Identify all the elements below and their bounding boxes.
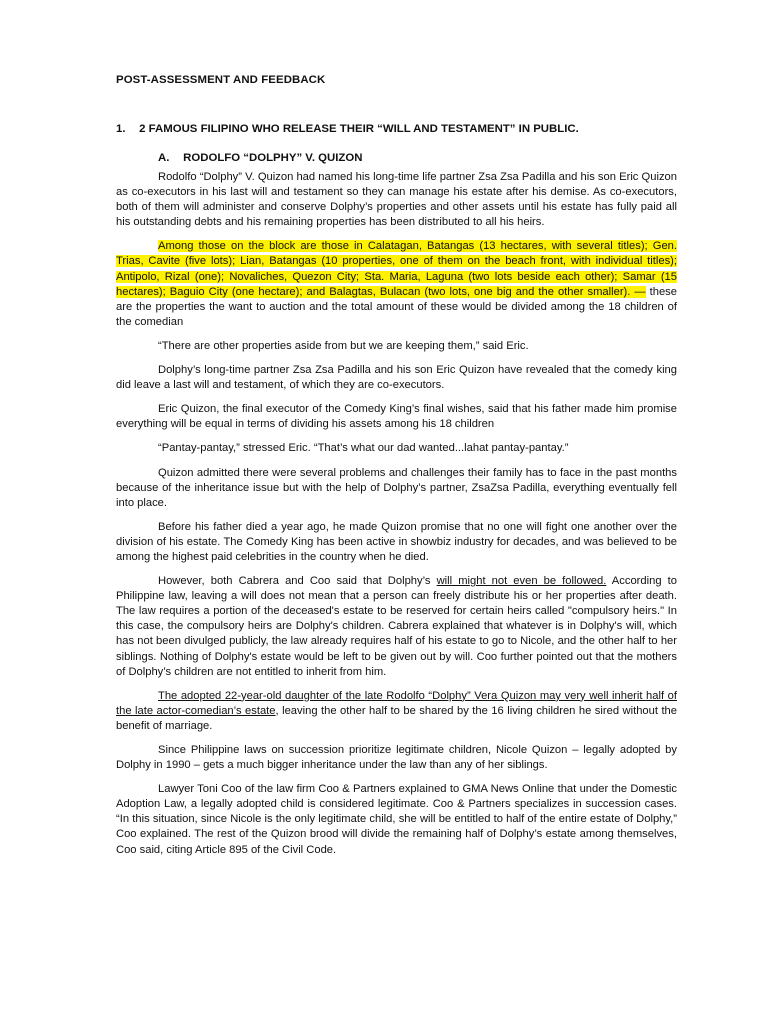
paragraph-5: Eric Quizon, the final executor of the Comedy King’s final wishes, said that his father made him promise everything will be equal in terms of dividing his assets among his 18 children xyxy=(116,403,677,431)
question-text: 2 FAMOUS FILIPINO WHO RELEASE THEIR “WILL AND TESTAMENT” IN PUBLIC. xyxy=(139,123,579,135)
paragraph-6: “Pantay-pantay,” stressed Eric. “That’s what our dad wanted...lahat pantay-pantay.” xyxy=(158,442,569,455)
paragraph-3: “There are other properties aside from but we are keeping them,” said Eric. xyxy=(158,339,529,352)
section-heading xyxy=(158,152,362,164)
paragraph-8: Before his father died a year ago, he made Quizon promise that no one will fight one another over the division of his estate. The Comedy King has been active in showbiz industry for decades, and was believed to be among the highest paid celebrities in the country when he died. xyxy=(116,520,677,563)
question-line xyxy=(116,123,579,135)
paragraph-7: Quizon admitted there were several problems and challenges their family has to face in the past months because of the inheritance issue but with the help of Dolphy’s partner, ZsaZsa Padilla, everything eventually fell into place. xyxy=(116,466,677,509)
underlined-text: The adopted 22-year-old daughter of the late Rodolfo “Dolphy” Vera Quizon may very well inherit half of the late actor-comedian’s estate xyxy=(116,689,677,717)
section-title: RODOLFO “DOLPHY” V. QUIZON xyxy=(183,152,363,164)
paragraph-4: Dolphy’s long-time partner Zsa Zsa Padilla and his son Eric Quizon have revealed that the comedy king did leave a last will and testament, of which they are co-executors. xyxy=(116,364,677,392)
paragraph-9-rest: According to Philippine law, leaving a will does not mean that a person can freely distribute his or her properties after death. The law requires a portion of the deceased's estate to be reserved for certain heirs called "compulsory heirs." In this case, the compulsory heirs are Dolphy's children. Cabrera explained that whatever is in Dolphy's will, which has not been divulged publicly, the law already requires half of his estate to go to Nicole, and the other half to her siblings. Nothing of Dolphy's estate would be left to be given out by will. Coo further pointed out that the mothers of Dolphy’s children are not entitled to inherit from him. xyxy=(116,575,677,678)
section-letter: A. xyxy=(158,152,170,164)
underlined-text: will might not even be followed. xyxy=(436,575,607,588)
paragraph-9-start: However, both Cabrera and Coo said that Dolphy’s xyxy=(158,575,437,588)
highlighted-text: Among those on the block are those in Calatagan, Batangas (13 hectares, with several titles); Gen. Trias, Cavite (five lots); Lian, Batangas (10 properties, one of them on the beach front, with individual titles); Antipolo, Rizal (one); Novaliches, Quezon City; Sta. Maria, Laguna (two lots beside each other); Samar (15 hectares); Baguio City (one hectare); and Balagtas, Bulacan (two lots, one big and the other smaller). — xyxy=(116,240,677,298)
paragraph-12: Lawyer Toni Coo of the law firm Coo & Partners explained to GMA News Online that under the Domestic Adoption Law, a legally adopted child is considered legitimate. Coo & Partners specializes in succession cases. “In this situation, since Nicole is the only legitimate child, she will be entitled to half of the entire estate of Dolphy,” Coo explained. The rest of the Quizon brood will divide the remaining half of Dolphy’s estate among themselves, Coo said, citing Article 895 of the Civil Code. xyxy=(116,783,677,856)
paragraph-10-rest: , leaving the other half to be shared by the 16 living children he sired without the benefit of marriage. xyxy=(116,704,677,732)
body-text xyxy=(116,170,677,867)
paragraph-1: Rodolfo “Dolphy” V. Quizon had named his long-time life partner Zsa Zsa Padilla and his son Eric Quizon as co-executors in his last will and testament so they can manage his estate after his demise. As co-executors, both of them will administer and conserve Dolphy’s properties and other assets until his estate has fully paid all his outstanding debts and his remaining properties has been distributed to all his heirs. xyxy=(116,171,677,229)
paragraph-2 xyxy=(116,239,677,330)
paragraph-9 xyxy=(116,574,677,680)
paragraph-2-rest: these are the properties the want to auction and the total amount of these would be divided among the 18 children of the comedian xyxy=(116,285,677,328)
paragraph-10 xyxy=(116,689,677,734)
paragraph-11: Since Philippine laws on succession prioritize legitimate children, Nicole Quizon – legally adopted by Dolphy in 1990 – gets a much bigger inheritance under the law than any of her siblings. xyxy=(116,744,677,772)
page-heading: POST-ASSESSMENT AND FEEDBACK xyxy=(116,74,326,86)
question-number: 1. xyxy=(116,123,126,135)
